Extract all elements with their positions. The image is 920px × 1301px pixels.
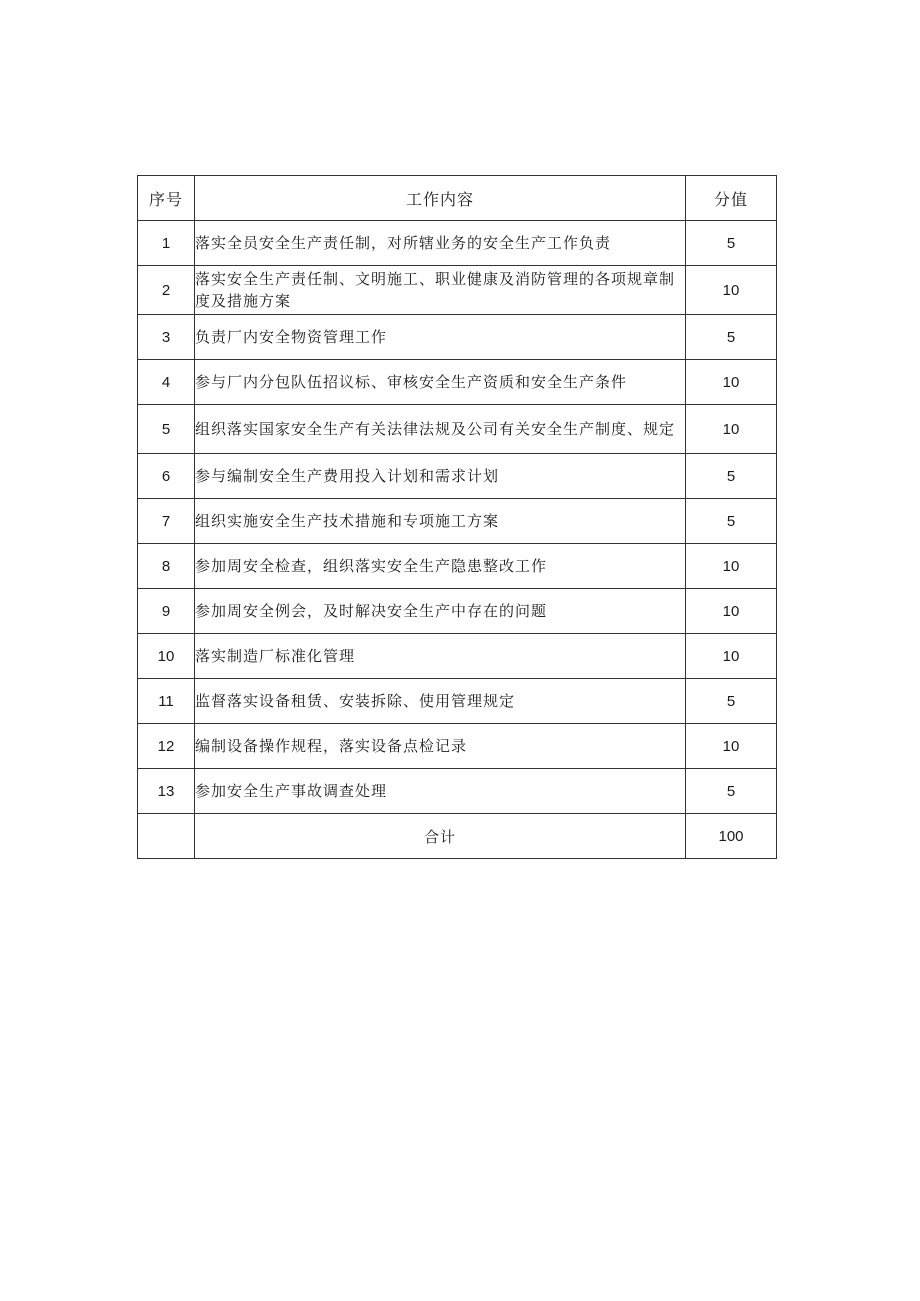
- row-content: 组织实施安全生产技术措施和专项施工方案: [195, 499, 686, 544]
- table-row: [138, 405, 777, 454]
- row-no: 10: [138, 634, 195, 679]
- row-score: 10: [686, 634, 777, 679]
- row-content: 参加安全生产事故调查处理: [195, 769, 686, 814]
- row-no: 9: [138, 589, 195, 634]
- row-score: 5: [686, 499, 777, 544]
- total-no-empty: [138, 814, 195, 859]
- table-total-row: [138, 814, 777, 859]
- row-score: 10: [686, 589, 777, 634]
- row-score: 5: [686, 679, 777, 724]
- row-content: 监督落实设备租赁、安装拆除、使用管理规定: [195, 679, 686, 724]
- row-no: 12: [138, 724, 195, 769]
- row-no: 4: [138, 360, 195, 405]
- row-score: 5: [686, 315, 777, 360]
- duty-score-table: [137, 175, 777, 859]
- table-row: [138, 544, 777, 589]
- row-content: 负责厂内安全物资管理工作: [195, 315, 686, 360]
- row-content: 编制设备操作规程，落实设备点检记录: [195, 724, 686, 769]
- row-no: 7: [138, 499, 195, 544]
- total-label: 合计: [195, 814, 686, 859]
- total-score: 100: [686, 814, 777, 859]
- table-row: [138, 454, 777, 499]
- header-score: 分值: [686, 176, 777, 221]
- row-content: 落实制造厂标准化管理: [195, 634, 686, 679]
- table-row: [138, 679, 777, 724]
- row-content: 参加周安全检查，组织落实安全生产隐患整改工作: [195, 544, 686, 589]
- table-row: [138, 360, 777, 405]
- row-score: 10: [686, 544, 777, 589]
- row-score: 10: [686, 724, 777, 769]
- row-no: 6: [138, 454, 195, 499]
- row-no: 1: [138, 221, 195, 266]
- row-content: 参与厂内分包队伍招议标、审核安全生产资质和安全生产条件: [195, 360, 686, 405]
- table-row: [138, 769, 777, 814]
- row-score: 10: [686, 405, 777, 454]
- row-score: 5: [686, 454, 777, 499]
- row-no: 5: [138, 405, 195, 454]
- row-content: 落实安全生产责任制、文明施工、职业健康及消防管理的各项规章制度及措施方案: [195, 266, 686, 315]
- row-content: 参加周安全例会，及时解决安全生产中存在的问题: [195, 589, 686, 634]
- header-no: 序号: [138, 176, 195, 221]
- row-score: 10: [686, 266, 777, 315]
- row-no: 2: [138, 266, 195, 315]
- table-row: [138, 266, 777, 315]
- table-row: [138, 499, 777, 544]
- table-row: [138, 315, 777, 360]
- table-row: [138, 724, 777, 769]
- table-header-row: [138, 176, 777, 221]
- row-content: 组织落实国家安全生产有关法律法规及公司有关安全生产制度、规定: [195, 405, 686, 454]
- header-content: 工作内容: [195, 176, 686, 221]
- row-no: 13: [138, 769, 195, 814]
- table-row: [138, 589, 777, 634]
- row-score: 5: [686, 769, 777, 814]
- row-no: 3: [138, 315, 195, 360]
- row-no: 8: [138, 544, 195, 589]
- table-row: [138, 221, 777, 266]
- table-row: [138, 634, 777, 679]
- row-score: 5: [686, 221, 777, 266]
- row-score: 10: [686, 360, 777, 405]
- row-content: 参与编制安全生产费用投入计划和需求计划: [195, 454, 686, 499]
- row-content: 落实全员安全生产责任制，对所辖业务的安全生产工作负责: [195, 221, 686, 266]
- row-no: 11: [138, 679, 195, 724]
